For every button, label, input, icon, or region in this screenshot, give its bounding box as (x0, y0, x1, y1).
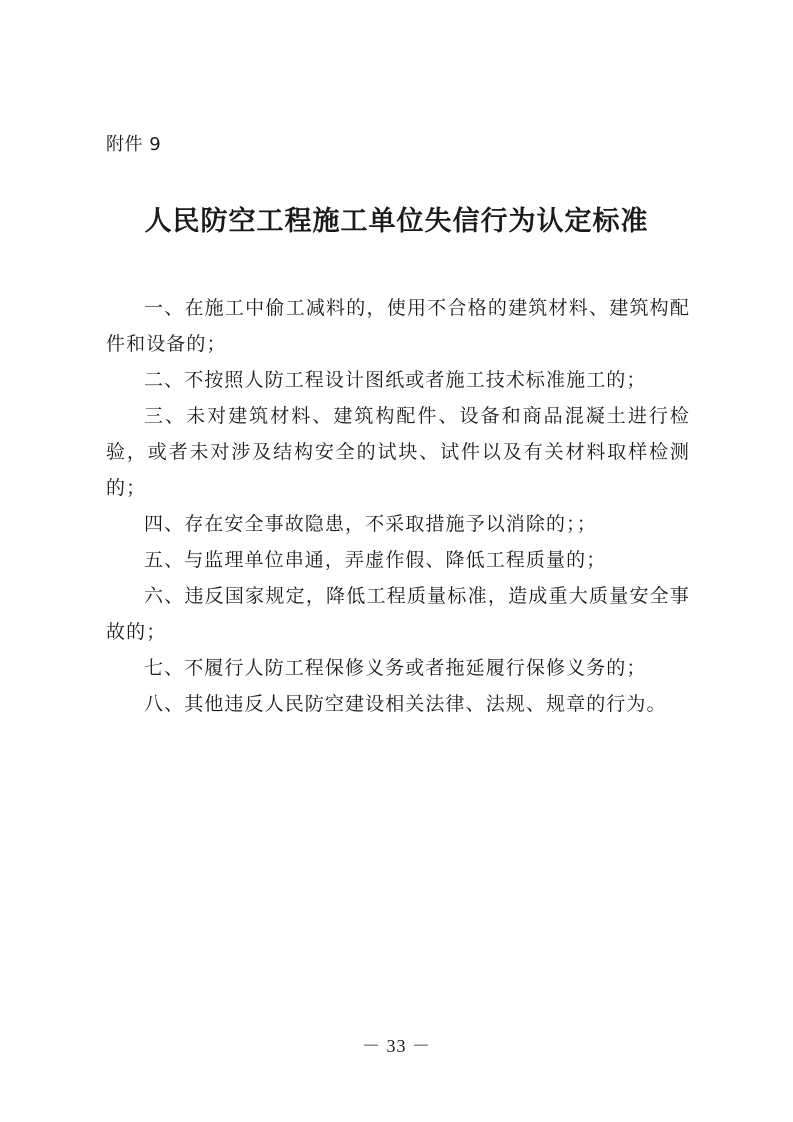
list-item: 六、违反国家规定，降低工程质量标准，造成重大质量安全事故的； (106, 585, 690, 643)
list-item: 二、不按照人防工程设计图纸或者施工技术标准施工的； (144, 369, 647, 391)
list-item: 三、未对建筑材料、建筑构配件、设备和商品混凝土进行检验，或者未对涉及结构安全的试块、试件以及有关材料取样检测的； (106, 405, 690, 499)
page-number: － 33 － (362, 1036, 431, 1056)
list-item: 五、与监理单位串通，弄虚作假、降低工程质量的； (144, 549, 607, 571)
list-item: 一、在施工中偷工减料的，使用不合格的建筑材料、建筑构配件和设备的； (106, 297, 690, 355)
document-title: 人民防空工程施工单位失信行为认定标准 (144, 206, 649, 237)
list-item: 四、存在安全事故隐患，不采取措施予以消除的；； (144, 513, 597, 535)
list-item: 七、不履行人防工程保修义务或者拖延履行保修义务的； (144, 657, 647, 679)
list-item: 八、其他违反人民防空建设相关法律、法规、规章的行为。 (144, 693, 667, 715)
document-body (106, 290, 690, 722)
attachment-label: 附件 9 (106, 134, 162, 155)
